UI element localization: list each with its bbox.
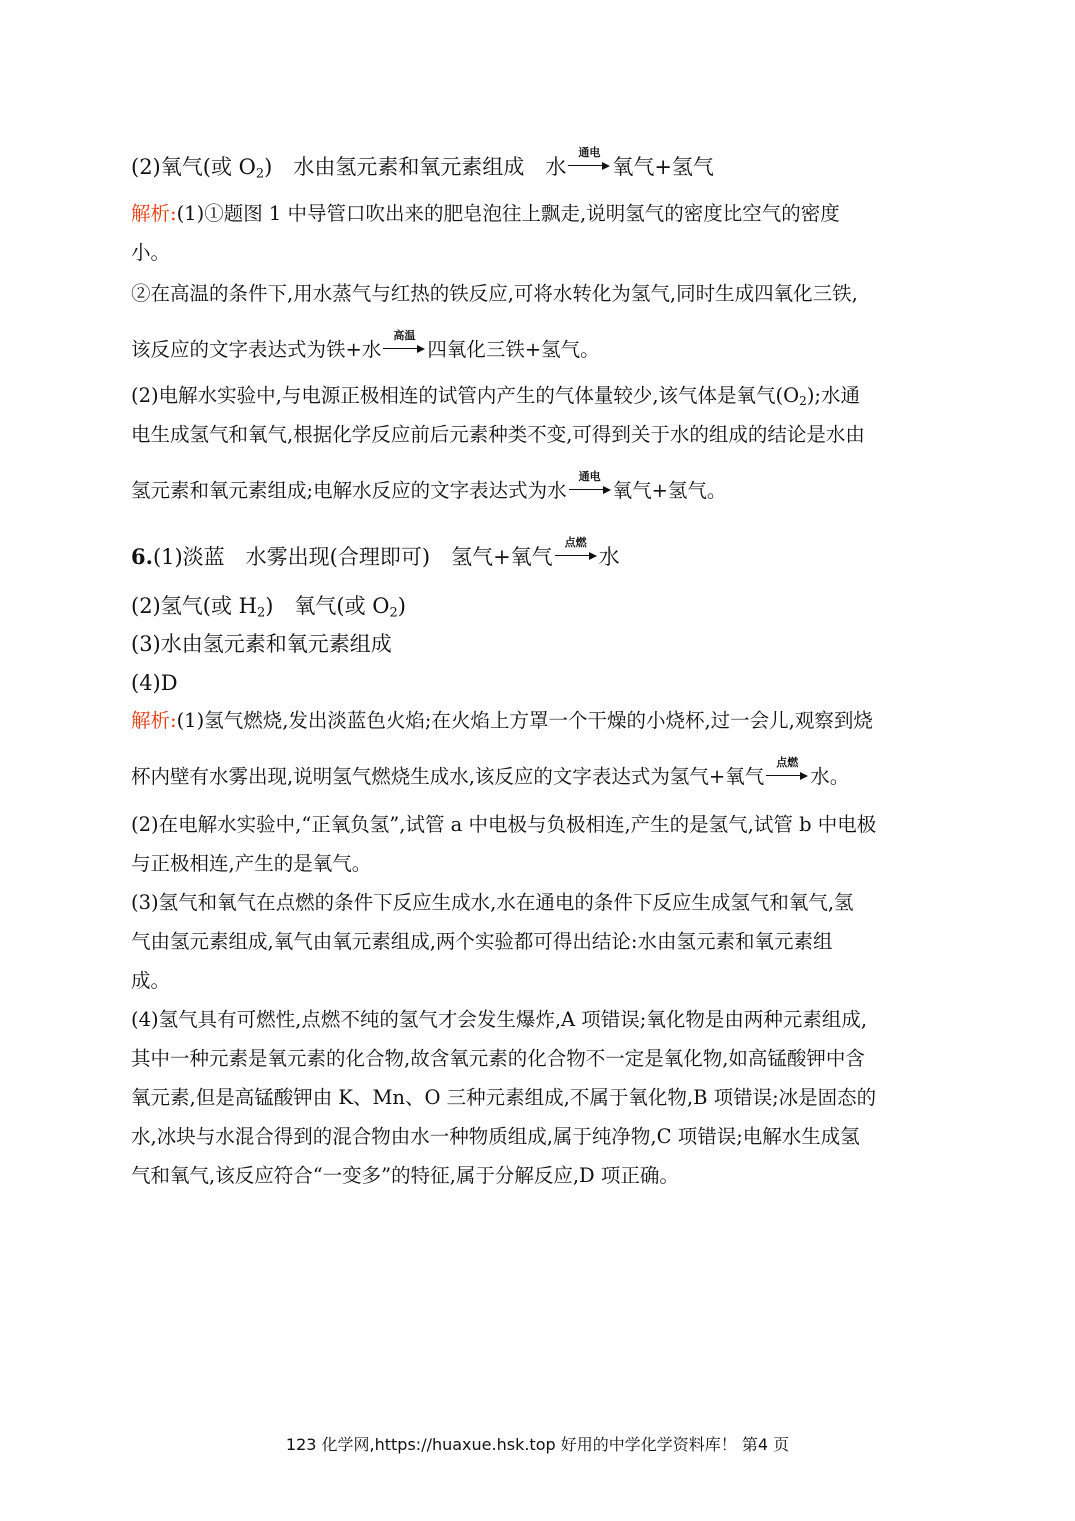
- text: (4)氢气具有可燃性,点燃不纯的氢气才会发生爆炸,A 项错误;氧化物是由两种元素组成,: [131, 1008, 868, 1031]
- text: (1)氢气燃烧,发出淡蓝色火焰;在火焰上方罩一个干燥的小烧杯,过一会儿,观察到烧: [176, 709, 873, 732]
- text: ) 水由氢元素和氧元素组成 水: [264, 155, 567, 179]
- text: 气由氢元素组成,氧气由氧元素组成,两个实验都可得出结论:水由氢元素和氧元素组: [131, 930, 833, 953]
- text: 氧元素,但是高锰酸钾由 K、Mn、O 三种元素组成,不属于氧化物,B 项错误;冰是固态的: [131, 1086, 877, 1109]
- answer-6-4: [131, 670, 951, 696]
- explanation-5-1-line3: [131, 281, 951, 307]
- explanation-5-2-line2: [131, 422, 951, 448]
- answer-6-1: [131, 536, 951, 570]
- text: 水,冰块与水混合得到的混合物由水一种物质组成,属于纯净物,C 项错误;电解水生成氢: [131, 1125, 860, 1148]
- text: ): [397, 594, 406, 618]
- explanation-6-line3: [131, 812, 951, 838]
- answer-6-3: [131, 631, 951, 657]
- text: 与正极相连,产生的是氧气。: [131, 852, 372, 875]
- text: (2)氢气(或 H: [131, 594, 257, 618]
- reaction-arrow: [383, 328, 425, 351]
- subscript: 2: [256, 605, 266, 621]
- explanation-6-line9: [131, 1046, 951, 1072]
- reaction-arrow: [766, 755, 808, 778]
- text: (2)氧气(或 O: [131, 155, 256, 179]
- reaction-arrow: [555, 536, 597, 558]
- explanation-label: 解析:: [131, 709, 177, 732]
- subscript: 2: [799, 394, 807, 409]
- text: );水通: [806, 384, 860, 407]
- text: 其中一种元素是氧元素的化合物,故含氧元素的化合物不一定是氧化物,如高锰酸钾中含: [131, 1047, 865, 1070]
- page-footer: 123 化学网,https://huaxue.hsk.top 好用的中学化学资料库！ 第4 页: [285, 1435, 790, 1454]
- explanation-6-line7: [131, 968, 951, 994]
- text: 气和氧气,该反应符合“一变多”的特征,属于分解反应,D 项正确。: [131, 1164, 679, 1187]
- text: 水: [598, 545, 620, 569]
- explanation-6-line8: [131, 1007, 951, 1033]
- reaction-condition: 高温: [393, 328, 416, 342]
- text: ②在高温的条件下,用水蒸气与红热的铁反应,可将水转化为氢气,同时生成四氧化三铁,: [131, 282, 858, 305]
- subscript: 2: [389, 605, 398, 621]
- explanation-6-line12: [131, 1163, 951, 1189]
- text: (1)①题图 1 中导管口吹出来的肥皂泡往上飘走,说明氢气的密度比空气的密度: [176, 202, 840, 225]
- explanation-5-1-line4: [131, 328, 951, 363]
- text: 氧气+氢气: [612, 155, 714, 179]
- explanation-6-line11: [131, 1124, 951, 1150]
- text: (3)氢气和氧气在点燃的条件下反应生成水,水在通电的条件下反应生成氢气和氧气,氢: [131, 891, 854, 914]
- subscript: 2: [255, 166, 265, 182]
- reaction-arrow: [569, 469, 611, 492]
- text: 成。: [131, 969, 171, 992]
- explanation-6-line5: [131, 890, 951, 916]
- text: 水。: [810, 765, 850, 788]
- text: 氧气+氢气。: [612, 479, 727, 502]
- explanation-label: 解析:: [131, 202, 177, 225]
- text: 杯内壁有水雾出现,说明氢气燃烧生成水,该反应的文字表达式为氢气+氧气: [131, 765, 765, 788]
- answer-6-2: [131, 593, 951, 619]
- question-number: 6.: [131, 544, 153, 569]
- explanation-5-2-line3: [131, 469, 951, 504]
- text: (4)D: [131, 671, 178, 695]
- reaction-condition: 通电: [578, 469, 601, 483]
- text: (3)水由氢元素和氧元素组成: [131, 632, 392, 656]
- explanation-6-line4: [131, 851, 951, 877]
- explanation-6-line2: [131, 755, 951, 790]
- text: 四氧化三铁+氢气。: [427, 338, 600, 361]
- text: ) 氧气(或 O: [265, 594, 390, 618]
- explanation-5-1-line1: [131, 201, 951, 227]
- explanation-6-line6: [131, 929, 951, 955]
- text: 小。: [131, 241, 171, 264]
- explanation-5-1-line2: [131, 240, 951, 266]
- reaction-arrow: [568, 146, 610, 168]
- explanation-6-line1: [131, 708, 951, 734]
- reaction-condition: 点燃: [564, 536, 587, 550]
- text: (1)淡蓝 水雾出现(合理即可) 氢气+氧气: [152, 545, 553, 569]
- reaction-condition: 点燃: [776, 755, 799, 769]
- explanation-6-line10: [131, 1085, 951, 1111]
- text: 氢元素和氧元素组成;电解水反应的文字表达式为水: [131, 479, 567, 502]
- reaction-condition: 通电: [578, 146, 601, 160]
- text: (2)电解水实验中,与电源正极相连的试管内产生的气体量较少,该气体是氧气(O: [131, 384, 800, 407]
- answer-5-2: [131, 146, 951, 182]
- explanation-5-2-line1: [131, 383, 951, 409]
- text: 该反应的文字表达式为铁+水: [131, 338, 382, 361]
- text: 电生成氢气和氧气,根据化学反应前后元素种类不变,可得到关于水的组成的结论是水由: [131, 423, 865, 446]
- text: (2)在电解水实验中,“正氧负氢”,试管 a 中电极与负极相连,产生的是氢气,试管 b 中电极: [131, 813, 877, 836]
